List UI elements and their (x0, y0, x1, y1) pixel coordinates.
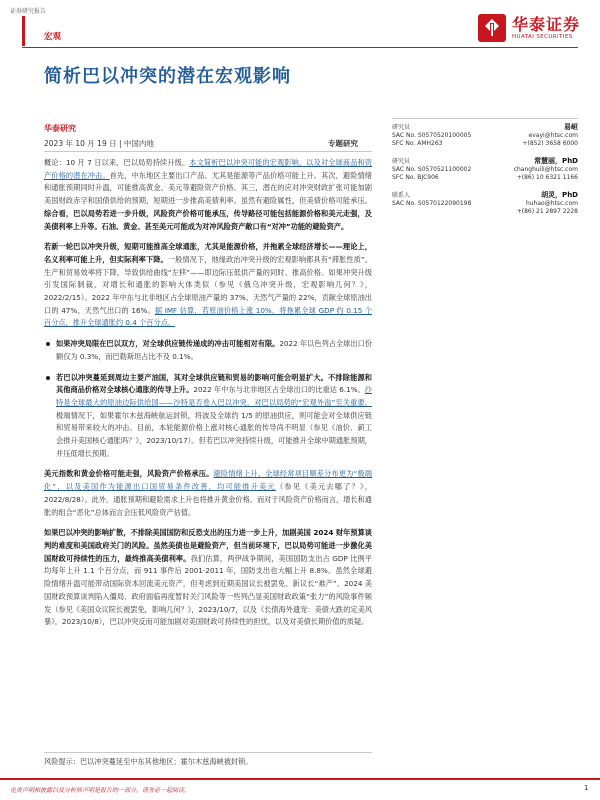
analyst-name: 常慧丽，PhD (534, 157, 578, 165)
saudi-link[interactable]: 沙特是全球最大的原油边际供给国——沙特是否卷入巴以冲突，对巴以局势的“宏观外溢”至关重要。 (56, 385, 372, 407)
summary-conclusion: 综合看，巴以局势若进一步升级，风险资产价格可能承压，传导路径可能包括能源价格和美元走强，及美债利率上升等。石油、黄金、甚至美元可能成为对冲风险资产敞口有“对冲”功能的避险资产。 (44, 208, 372, 231)
report-date: 2023 年 10 月 19 日 (44, 139, 117, 148)
section-label: 宏观 (44, 32, 62, 42)
scenario-1-lead: 如果冲突局限在巴以双方，对全球供应链传递成的冲击可能相对有限。 (56, 339, 280, 349)
logo-english-name: HUATAI SECURITIES (512, 34, 573, 40)
analyst-sac: SAC No. S0570521100002 (392, 166, 472, 173)
analyst-card (392, 190, 578, 216)
usd-link[interactable]: 避险情绪上升、全球经常项目顺差分布更为“极端化”，以及美国作为能源出口国贸易条件改善，均可能推升美元 (44, 469, 372, 492)
list-item (56, 372, 372, 461)
analyst-email[interactable]: huhao@htsc.com (525, 200, 578, 207)
summary-lead-link[interactable]: 本文简析巴以冲突可能的宏观影响，以及对全球商品和资产价格的潜在冲击。 (44, 158, 372, 180)
report-category: 专题研究 (328, 139, 358, 148)
footer-disclaimer: 免责声明和披露以及分析师声明是报告的一部分，请务必一起阅读。 (10, 787, 191, 794)
date-separator: | (119, 139, 124, 148)
usd-gold-paragraph (44, 468, 372, 519)
scenario-2-lead: 若巴以冲突蔓延到周边主要产油国，其对全球供应链和贸易的影响可能会明显扩大。不排除能源和其他商品价格对全球核心通胀的传导上升。 (56, 372, 372, 395)
fiscal-lead: 如果巴以冲突的影响扩散，不排除美国国防和反恐支出的压力进一步上升，加剧美国 2024 财年预算谈判的难度和美国政府关门的风险。虽然美债也是避险资产，但当前环境下，巴以局势可能进一步激化美国财政可持续性的压力，最终推高美债利率。 (44, 528, 372, 563)
analyst-phone: +(86) 21 2897 2228 (516, 208, 578, 215)
inflation-rest: 一般情况下，地缘政治冲突升级的宏观影响都具有“滞胀性质”。生产和贸易效率将下降，导致供给曲线“左移”——即边际压低供产量的同时、推高价格。如果冲突升级引发国际制裁，对增长和通胀的影响大体类似（参见《俄乌冲突升级，宏观影响几何？》，2022/2/15）。2022 年中东与北非地区占全球原油产量的 37%、天然气产量的 22%，贡献全球原油出口的 47%、天然气出口的 16%。 (44, 254, 372, 315)
report-title: 简析巴以冲突的潜在宏观影响 (44, 66, 291, 87)
risk-warning: 风险提示：巴以冲突蔓延至中东其他地区；霍尔木兹海峡被封锁。 (44, 757, 253, 766)
summary-lead: 概论：10 月 7 日以来，巴以局势持续升级。 (44, 158, 190, 167)
inflation-lead: 若新一轮巴以冲突升级，短期可能推高全球通胀，尤其是能源价格，并拖累全球经济增长——理论上，名义利率可能上升，但实际利率下降。 (44, 242, 372, 264)
huatai-logo-icon (478, 14, 506, 42)
analyst-sac: SAC No. S0570520100005 (392, 132, 472, 139)
header-accent-bar (22, 16, 25, 46)
summary-rest: 首先，中东地区主要出口产品、尤其是能源等产品价格可能上升。其次，避险情绪和通胀预期同时升温，可能推高黄金、美元等避险资产价格。其三，潜在的应对冲突财政扩张可能加剧美国财政赤字和国债供给的预期，短期进一步推高美债利率。虽然有避险属性，但美债价格可能承压。 (44, 170, 372, 206)
institute-label: 华泰研究 (44, 124, 76, 133)
analyst-role: 研究员 (392, 158, 411, 165)
scenario-1-rest: 2022 年以色列占全球出口份额仅为 0.3%，而巴勒斯坦占比不及 0.1%。 (56, 339, 372, 361)
analyst-panel (392, 118, 578, 216)
analyst-email[interactable]: changhuili@htsc.com (513, 166, 578, 173)
analyst-sfc: SFC No. BJC906 (392, 174, 439, 181)
analyst-sfc: SFC No. AMH263 (392, 140, 443, 147)
analyst-card (392, 156, 578, 182)
report-body (44, 157, 372, 637)
fiscal-rest: 我们估算，两伊战争期间，美国国防支出占 GDP 比例平均每年上升 1.1 个百分点，而 911 事件后 2001-2011 年，国防支出也大幅上升 8.8%。虽然全球避险情绪升温可能带动国际资本回流美元资产，但考虑到近期美国议长被罢免、新议长“难产”、2024 美国财政预算谈判陷入僵局、政府面临再度暂时关门风险等一些列凸显美国财政政策“张力”的风险事件频发（参见《美国众议院长被罢免，影响几何？》，2023/10/7，以及《长债海外遗宠：美债大跌的定美风暴》，2023/10/8），巴以冲突反而可能加剧对美国财政可持续性的担忧，以及对美债长期价值的质疑。 (44, 553, 372, 627)
inflation-paragraph (44, 241, 372, 330)
analyst-top-rule (392, 118, 578, 119)
analyst-name: 胡灵，PhD (541, 191, 578, 199)
summary-paragraph (44, 157, 372, 233)
scenario-2-rest: 2022 年中东与北非地区占全球出口的比重达 6.1%。 (193, 385, 365, 395)
date-rule (44, 151, 372, 152)
analyst-card (392, 122, 578, 148)
analyst-role: 研究员 (392, 124, 411, 131)
analyst-name: 易峘 (564, 123, 578, 131)
bullet-icon (46, 376, 50, 380)
report-region: 中国内地 (123, 139, 154, 148)
doc-type-label: 证券研究报告 (10, 8, 47, 15)
fiscal-paragraph (44, 527, 372, 629)
analyst-phone: +(852) 3658 6000 (522, 140, 578, 147)
list-item (56, 338, 372, 363)
date-line (44, 138, 154, 149)
analyst-role: 联系人 (392, 192, 411, 199)
analyst-email[interactable]: evayi@htsc.com (528, 132, 578, 139)
usd-gold-lead: 美元指数和黄金价格可能走强，风险资产价格承压。 (44, 469, 214, 479)
analyst-sac: SAC No. S0570122090198 (392, 200, 472, 207)
footer-rule (0, 778, 600, 780)
analyst-phone: +(86) 10 6321 1166 (516, 174, 578, 181)
usd-gold-rest: （参见《美元去哪了？》，2022/8/28）。此外，通胀预期和避险需求上升也将推升黄金价格。而对于风险资产价格而言，增长和通胀的组合“恶化”总体而言会压低风险资产估值。 (44, 482, 372, 517)
header-rule (22, 47, 578, 48)
page-number: 1 (584, 784, 589, 792)
risk-rule (44, 752, 372, 753)
bullet-icon (46, 342, 50, 346)
scenario-list (44, 338, 372, 460)
scenario-2-rest2: 极端情况下，如果霍尔木兹海峡航运封锁，将波及全球约 1/5 的原油供应，则可能会对全球供应链和贸易带来较大的冲击。目前，本轮能源价格上涨对核心通胀的传导尚不明显（参见《油价、薪工会推升美国核心通胀吗？》，2023/10/17）。但若巴以冲突持续升级，可能推升全球中期通胀预期，并压低增长预期。 (56, 410, 372, 458)
imf-estimate-link[interactable]: 据 IMF 估算，若原油价格上涨 10%，将拖累全球 GDP 约 0.15 个百分点，推升全球通胀约 0.4 个百分点。 (44, 305, 372, 328)
logo-chinese-name: 华泰证券 (512, 15, 581, 34)
